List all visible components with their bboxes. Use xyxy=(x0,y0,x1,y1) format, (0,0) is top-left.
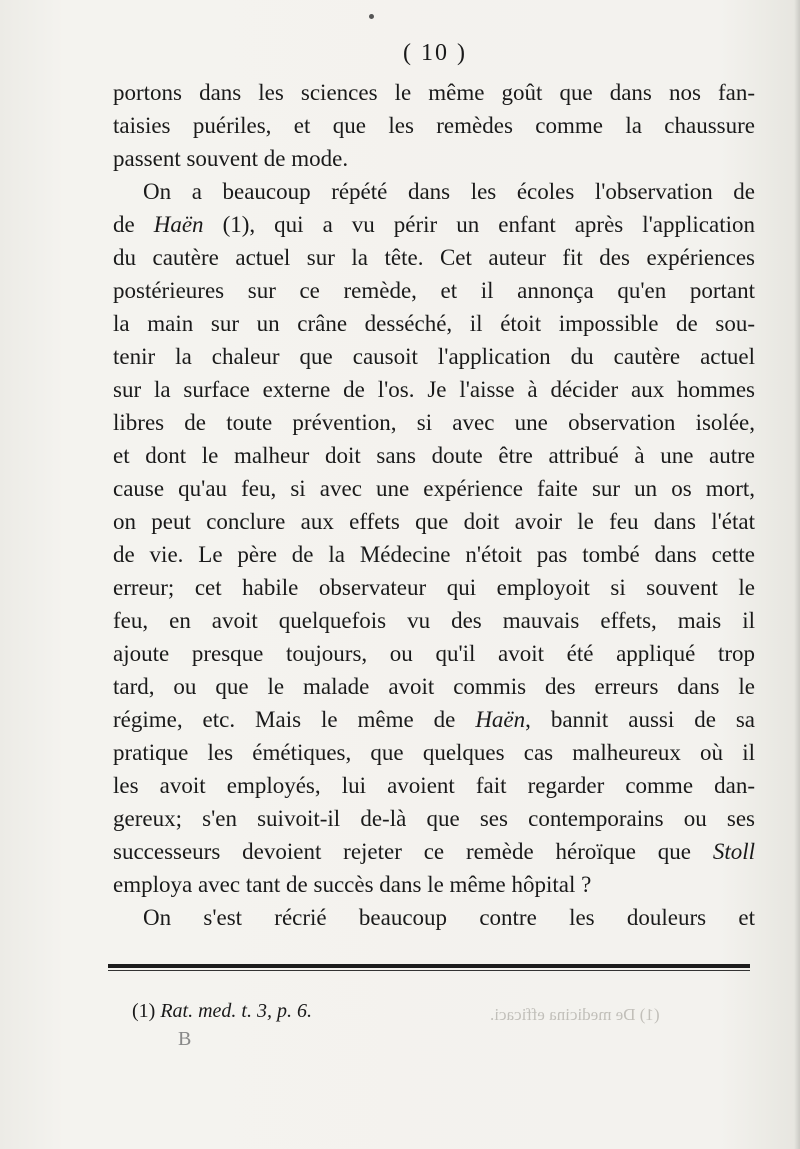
text-line xyxy=(113,340,755,373)
text-line xyxy=(113,505,755,538)
text-line xyxy=(113,736,755,769)
text-line xyxy=(113,868,755,901)
text-line xyxy=(113,604,755,637)
text-line xyxy=(113,175,755,208)
text-segment: gereux; s'en suivoit-il de-là que ses contemporains ou ses xyxy=(113,806,755,831)
body-text xyxy=(113,76,755,934)
footnote-rule xyxy=(108,964,750,968)
text-line xyxy=(113,472,755,505)
italic-name: Stoll xyxy=(712,839,755,864)
text-line xyxy=(113,76,755,109)
text-line xyxy=(113,703,755,736)
text-segment: et dont le malheur doit sans doute être attribué à une autre xyxy=(113,443,755,468)
text-segment: , bannit aussi de sa xyxy=(525,707,756,732)
italic-name: Haën xyxy=(475,707,526,732)
text-segment: ajoute presque toujours, ou qu'il avoit été appliqué trop xyxy=(113,641,755,666)
text-line xyxy=(113,274,755,307)
text-segment: tard, ou que le malade avoit commis des erreurs dans le xyxy=(113,674,755,699)
text-segment: taisies puériles, et que les remèdes comme la chaussure xyxy=(113,113,755,138)
text-line xyxy=(113,571,755,604)
text-line xyxy=(113,769,755,802)
text-segment: de vie. Le père de la Médecine n'étoit pas tombé dans cette xyxy=(113,542,755,567)
text-line xyxy=(113,670,755,703)
text-line xyxy=(113,835,755,868)
text-segment: du cautère actuel sur la tête. Cet auteur fit des expériences xyxy=(113,245,755,270)
text-line xyxy=(113,538,755,571)
text-segment: les avoit employés, lui avoient fait regarder comme dan- xyxy=(113,773,755,798)
text-line xyxy=(113,373,755,406)
footnote xyxy=(132,1000,312,1023)
text-segment: On s'est récrié beaucoup contre les douleurs et xyxy=(143,905,755,930)
footnote-marker: (1) xyxy=(132,1000,161,1022)
text-line xyxy=(113,439,755,472)
page-number: ( 10 ) xyxy=(403,40,467,66)
text-line xyxy=(113,637,755,670)
text-segment: sur la surface externe de l'os. Je l'aisse à décider aux hommes xyxy=(113,377,755,402)
text-segment: successeurs devoient rejeter ce remède héroïque que xyxy=(113,839,713,864)
text-segment: tenir la chaleur que causoit l'application du cautère actuel xyxy=(113,344,755,369)
footnote-reference: Rat. med. t. 3, p. 6. xyxy=(160,1000,312,1022)
bleed-through-text: (1) De medicina efficaci. xyxy=(490,1005,660,1024)
footnote-rule-thin xyxy=(108,970,750,971)
text-segment: postérieures sur ce remède, et il annonça qu'en portant xyxy=(113,278,755,303)
text-segment: (1), qui a vu périr un enfant après l'application xyxy=(203,212,755,237)
signature-mark: B xyxy=(178,1028,192,1050)
text-segment: libres de toute prévention, si avec une observation isolée, xyxy=(113,410,755,435)
text-line xyxy=(113,142,755,175)
text-line xyxy=(113,208,755,241)
text-line xyxy=(113,802,755,835)
text-line xyxy=(113,406,755,439)
text-segment: portons dans les sciences le même goût que dans nos fan- xyxy=(113,80,755,105)
text-segment: la main sur un crâne desséché, il étoit impossible de sou- xyxy=(113,311,755,336)
ink-dot xyxy=(369,14,374,19)
text-line xyxy=(113,241,755,274)
text-line xyxy=(113,109,755,142)
text-line xyxy=(113,307,755,340)
text-segment: erreur; cet habile observateur qui employoit si souvent le xyxy=(113,575,755,600)
italic-name: Haën xyxy=(153,212,204,237)
text-segment: passent souvent de mode. xyxy=(113,146,349,171)
text-segment: feu, en avoit quelquefois vu des mauvais effets, mais il xyxy=(113,608,755,633)
text-segment: on peut conclure aux effets que doit avoir le feu dans l'état xyxy=(113,509,755,534)
text-line xyxy=(113,901,755,934)
text-segment: On a beaucoup répété dans les écoles l'observation de xyxy=(143,179,755,204)
text-segment: cause qu'au feu, si avec une expérience faite sur un os mort, xyxy=(113,476,755,501)
text-segment: de xyxy=(113,212,154,237)
text-segment: régime, etc. Mais le même de xyxy=(113,707,476,732)
text-segment: pratique les émétiques, que quelques cas malheureux où il xyxy=(113,740,755,765)
text-segment: employa avec tant de succès dans le même hôpital ? xyxy=(113,872,592,897)
